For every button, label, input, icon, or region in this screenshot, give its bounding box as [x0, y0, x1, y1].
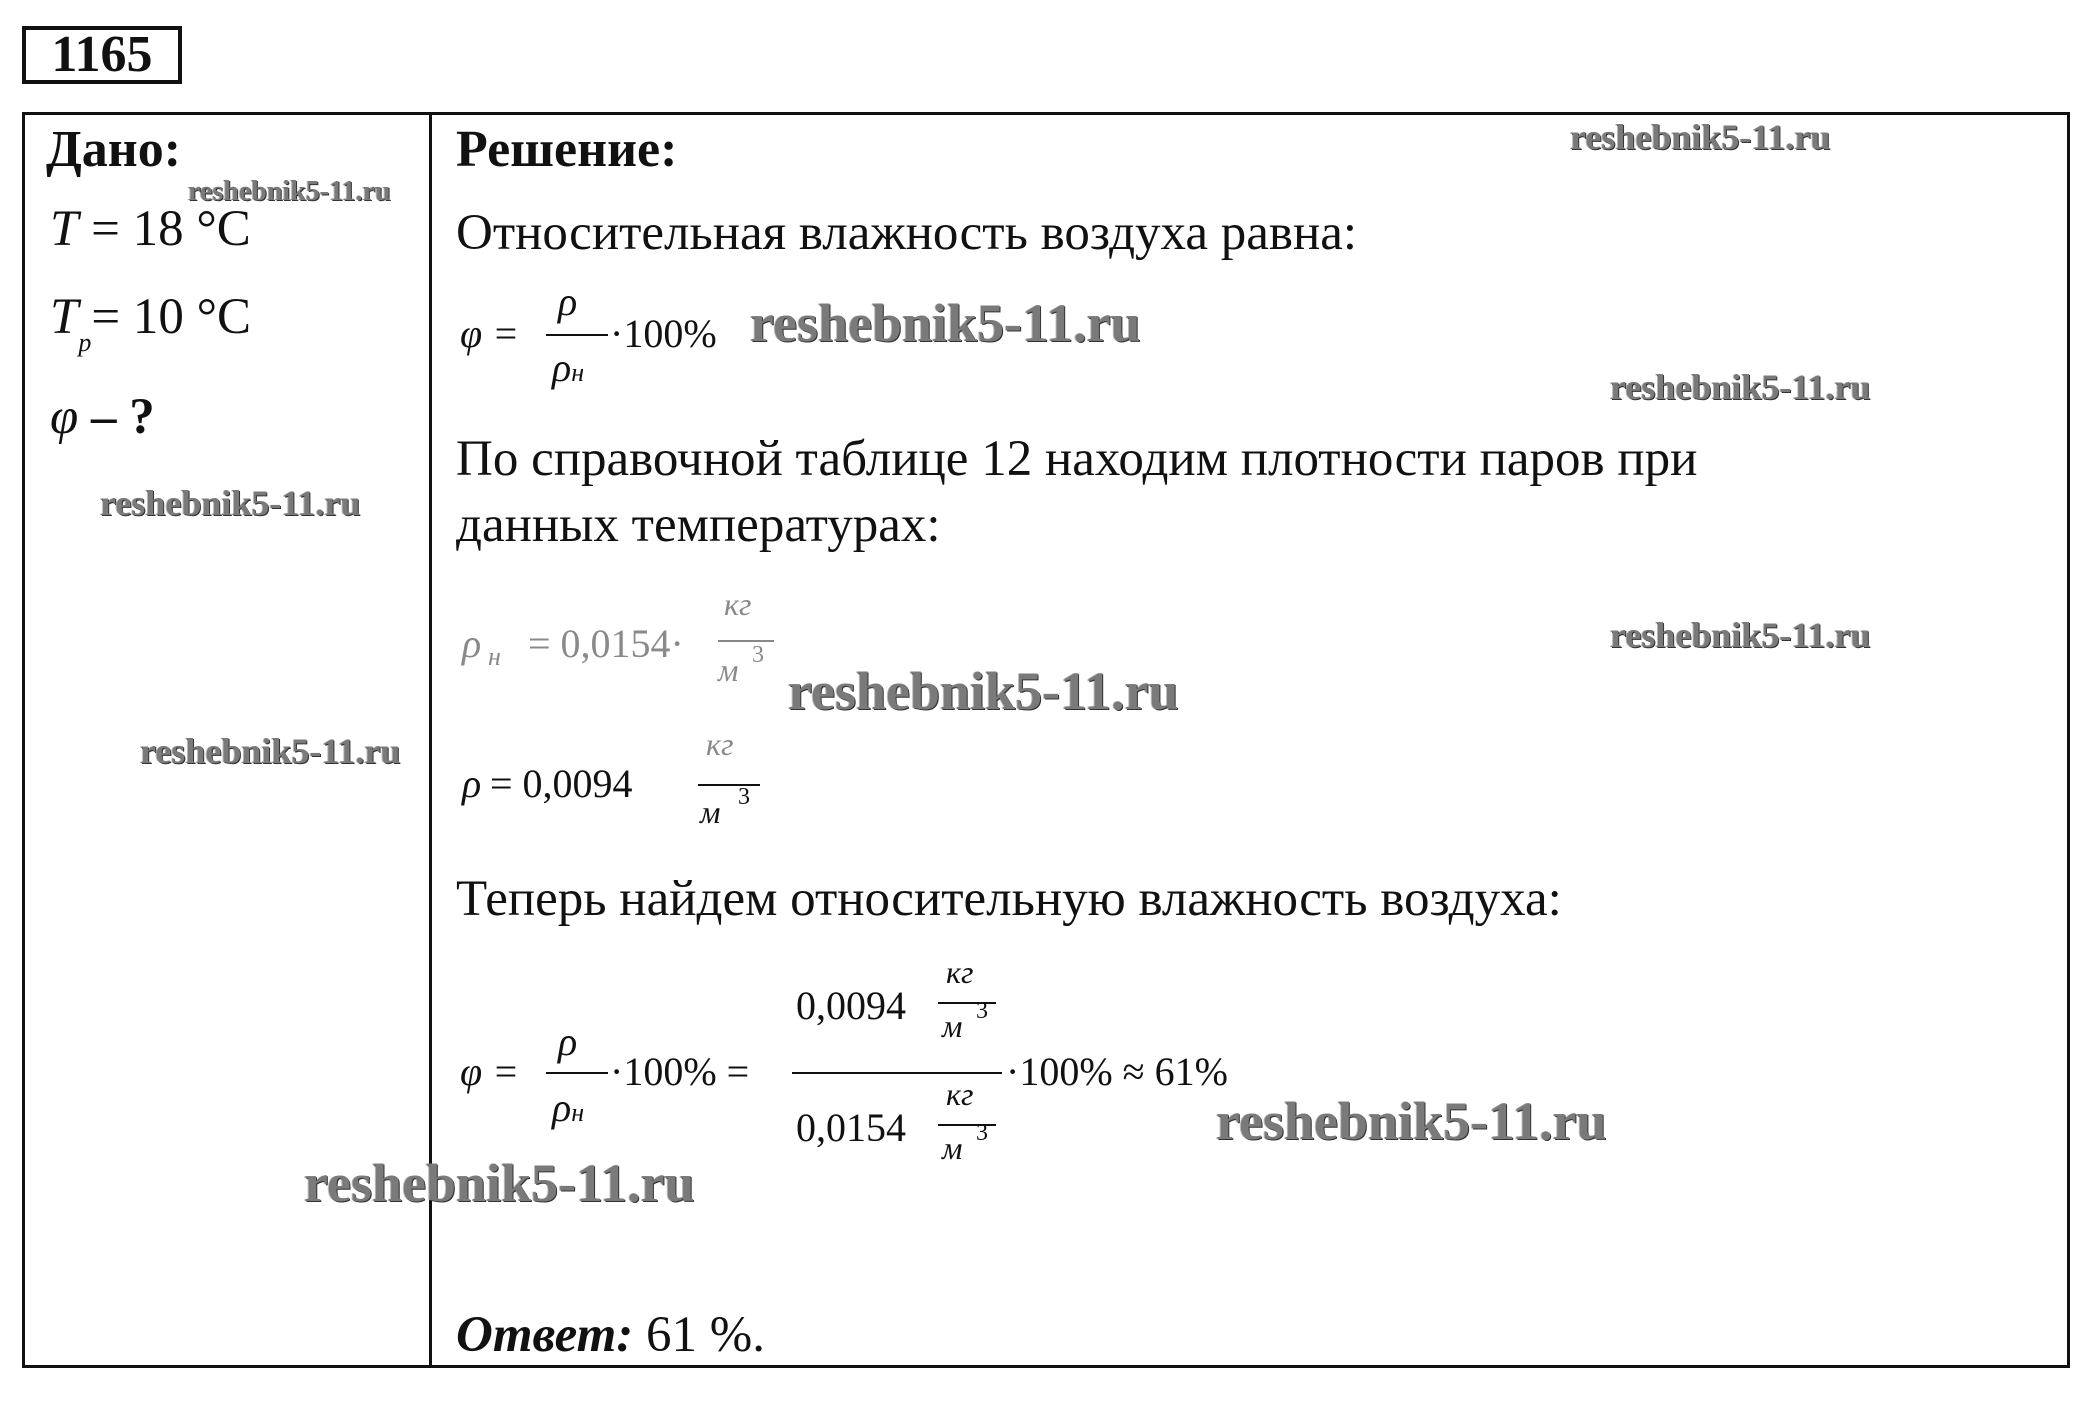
rho-n-unit-num: кг	[724, 586, 752, 622]
given-temperature	[50, 200, 251, 258]
formula2-top-unit-pow: 3	[976, 998, 988, 1024]
answer-value: 61 %.	[633, 1307, 766, 1363]
watermark: reshebnik5-11.ru	[140, 731, 401, 771]
formula2-numerator: ρ	[558, 1019, 578, 1064]
rho-subscript: н	[571, 358, 585, 387]
formula1-fraction-bar	[546, 334, 608, 336]
rho-n-unit-bar	[718, 640, 774, 642]
watermark: reshebnik5-11.ru	[188, 176, 391, 207]
find-quantity	[50, 388, 155, 446]
formula2-main-fraction-bar	[792, 1072, 1002, 1074]
rho-unit-num: кг	[706, 726, 734, 762]
formula2-bottom-unit-pow: 3	[976, 1120, 988, 1146]
formula1-denominator	[552, 344, 584, 391]
rho-number: = 0,0094	[490, 761, 633, 806]
watermark: reshebnik5-11.ru	[304, 1153, 695, 1213]
formula2-top-unit-num: кг	[946, 954, 974, 990]
answer	[456, 1306, 765, 1364]
answer-label: Ответ:	[456, 1307, 634, 1363]
given-heading: Дано:	[46, 121, 182, 178]
t-value: = 18 °C	[91, 201, 251, 257]
rho-n-den-subscript: н	[571, 1098, 585, 1127]
watermark: reshebnik5-11.ru	[750, 293, 1141, 353]
formula2-mid: ·100% =	[610, 1049, 750, 1094]
problem-number: 1165	[22, 26, 182, 84]
rho-n-unit-den: м	[718, 652, 739, 688]
rho-n-number: = 0,0154·	[528, 621, 684, 666]
formula1-tail: ·100%	[610, 311, 717, 356]
solution-line-2a: По справочной таблице 12 находим плотности паров при	[456, 431, 1698, 487]
question-mark: – ?	[90, 389, 155, 445]
watermark: reshebnik5-11.ru	[1610, 367, 1871, 407]
rho-n-subscript: н	[488, 642, 501, 671]
solution-line-3: Теперь найдем относительную влажность воздуха:	[456, 871, 1562, 927]
watermark: reshebnik5-11.ru	[1570, 117, 1831, 157]
tp-subscript: p	[78, 328, 92, 357]
formula2-bottom-unit-num: кг	[946, 1076, 974, 1112]
formula2-bottom-unit-den: м	[942, 1130, 963, 1166]
rho-n-den-symbol: ρ	[552, 1085, 572, 1130]
rho-n-symbol: ρ	[462, 621, 482, 666]
watermark: reshebnik5-11.ru	[100, 483, 361, 523]
given-dew-point	[50, 288, 252, 357]
formula2-fraction-bar	[546, 1072, 608, 1074]
rho-symbol: ρ	[552, 345, 572, 390]
tp-symbol: T	[50, 289, 79, 345]
phi-symbol: φ	[50, 389, 79, 445]
rho-unit-bar	[698, 784, 760, 786]
formula1-numerator: ρ	[558, 279, 578, 324]
formula2-tail: ·100% ≈ 61%	[1006, 1049, 1228, 1094]
rho-unit-pow: 3	[738, 784, 750, 810]
formula2-bottom-value: 0,0154	[796, 1105, 906, 1150]
watermark: reshebnik5-11.ru	[1610, 615, 1871, 655]
solution-heading: Решение:	[456, 121, 678, 178]
t-symbol: T	[50, 201, 79, 257]
solution-line-1: Относительная влажность воздуха равна:	[456, 205, 1358, 261]
formula1-lhs: φ =	[460, 311, 520, 356]
formula2-top-unit-den: м	[942, 1008, 963, 1044]
tp-value: = 10 °C	[91, 289, 252, 345]
watermark: reshebnik5-11.ru	[1216, 1091, 1607, 1151]
rho-n-unit-pow: 3	[752, 642, 764, 668]
watermark: reshebnik5-11.ru	[788, 661, 1179, 721]
solution-line-2b: данных температурах:	[456, 497, 941, 553]
rho-symbol: ρ	[462, 761, 482, 806]
rho-unit-den: м	[700, 794, 721, 830]
formula2-lhs: φ =	[460, 1049, 520, 1094]
formula2-top-value: 0,0094	[796, 983, 906, 1028]
formula2-denominator	[552, 1084, 584, 1131]
